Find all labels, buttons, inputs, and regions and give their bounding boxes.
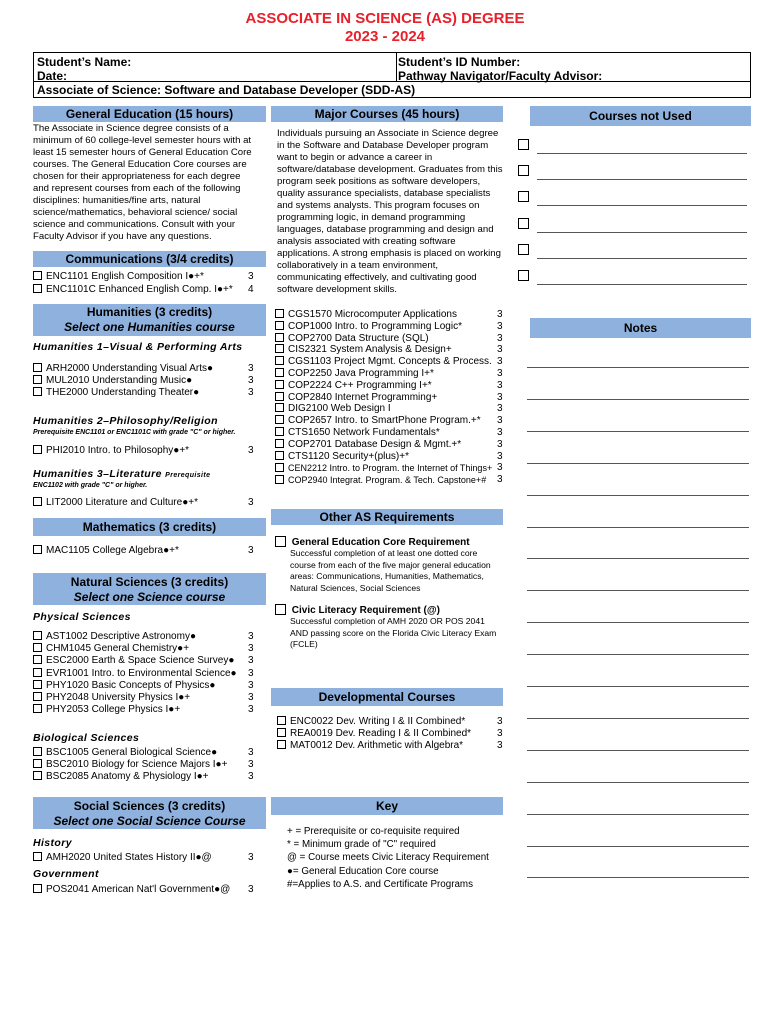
humanities-header bbox=[33, 304, 266, 336]
course-name: COP2224 C++ Programming I+* bbox=[288, 379, 432, 391]
course-name: CIS2321 System Analysis & Design+ bbox=[288, 344, 452, 356]
course-credits: 3 bbox=[497, 474, 503, 486]
course-row bbox=[33, 631, 196, 643]
course-checkbox[interactable] bbox=[33, 284, 42, 293]
humanities-1-heading: Humanities 1–Visual & Performing Arts bbox=[33, 341, 243, 353]
course-checkbox[interactable] bbox=[33, 668, 42, 677]
unused-course-line[interactable] bbox=[537, 179, 747, 180]
course-name: ARH2000 Understanding Visual Arts● bbox=[46, 363, 214, 374]
course-name: AST1002 Descriptive Astronomy● bbox=[46, 631, 196, 642]
notes-line[interactable] bbox=[527, 877, 749, 878]
unused-course-line[interactable] bbox=[537, 284, 747, 285]
humanities-2-prereq: Prerequisite ENC1101 or ENC1101C with grade "C" or higher. bbox=[33, 429, 236, 436]
course-credits: 3 bbox=[248, 679, 254, 691]
course-checkbox[interactable] bbox=[275, 427, 284, 436]
course-checkbox[interactable] bbox=[275, 475, 284, 484]
course-credits: 3 bbox=[497, 379, 503, 391]
course-row bbox=[275, 356, 492, 368]
course-name: PHY2053 College Physics I●+ bbox=[46, 704, 181, 716]
unused-course-checkbox[interactable] bbox=[518, 218, 529, 229]
key-item: + = Prerequisite or co-requisite required bbox=[287, 826, 460, 837]
notes-line[interactable] bbox=[527, 782, 749, 783]
course-name: EVR1001 Intro. to Environmental Science● bbox=[46, 667, 237, 679]
notes-header: Notes bbox=[530, 318, 751, 338]
document-year: 2023 - 2024 bbox=[344, 28, 426, 45]
course-name: PHI2010 Intro. to Philosophy●+* bbox=[46, 445, 190, 456]
course-row bbox=[33, 771, 209, 783]
course-row bbox=[33, 655, 234, 667]
course-name: CTS1120 Security+(plus)+* bbox=[288, 450, 409, 462]
civic-literacy-checkbox[interactable] bbox=[275, 604, 286, 615]
course-checkbox[interactable] bbox=[33, 747, 42, 756]
course-name: COP2657 Intro. to SmartPhone Program.+* bbox=[288, 415, 481, 427]
course-row bbox=[275, 439, 461, 451]
social-sciences-subtitle: Select one Social Science Course bbox=[53, 814, 246, 828]
course-checkbox[interactable] bbox=[275, 392, 284, 401]
course-credits: 3 bbox=[248, 545, 254, 556]
unused-course-line[interactable] bbox=[537, 232, 747, 233]
course-checkbox[interactable] bbox=[275, 321, 284, 330]
course-name: THE2000 Understanding Theater● bbox=[46, 387, 200, 398]
mathematics-header: Mathematics (3 credits) bbox=[33, 518, 266, 536]
unused-course-line[interactable] bbox=[537, 153, 747, 154]
course-row bbox=[33, 692, 190, 704]
course-row bbox=[275, 415, 481, 427]
course-name: MAC1105 College Algebra●+* bbox=[46, 545, 179, 556]
humanities-subtitle: Select one Humanities course bbox=[64, 320, 235, 334]
key-item: @ = Course meets Civic Literacy Requirement bbox=[287, 852, 489, 864]
course-name: CGS1570 Microcomputer Applications bbox=[288, 309, 457, 320]
course-row bbox=[33, 747, 217, 759]
notes-line[interactable] bbox=[527, 622, 749, 623]
natural-sciences-subtitle: Select one Science course bbox=[73, 590, 226, 604]
gen-ed-core-checkbox[interactable] bbox=[275, 536, 286, 547]
biological-sciences-heading: Biological Sciences bbox=[33, 732, 140, 744]
course-name: AMH2020 United States History II●@ bbox=[46, 852, 212, 863]
course-name: CHM1045 General Chemistry●+ bbox=[46, 643, 190, 655]
course-credits: 3 bbox=[497, 356, 503, 368]
unused-course-line[interactable] bbox=[537, 258, 747, 259]
course-checkbox[interactable] bbox=[33, 771, 42, 780]
notes-line[interactable] bbox=[527, 399, 749, 400]
course-checkbox[interactable] bbox=[275, 333, 284, 342]
notes-line[interactable] bbox=[527, 654, 749, 655]
course-credits: 3 bbox=[497, 368, 503, 379]
course-checkbox[interactable] bbox=[33, 271, 42, 280]
course-name: LIT2000 Literature and Culture●+* bbox=[46, 497, 198, 508]
key-item: #=Applies to A.S. and Certificate Programs bbox=[287, 878, 473, 890]
course-name: COP2250 Java Programming I+* bbox=[288, 368, 434, 379]
course-row bbox=[277, 740, 463, 752]
course-checkbox[interactable] bbox=[33, 655, 42, 664]
course-name: PHY2048 University Physics I●+ bbox=[46, 692, 191, 703]
social-sciences-title: Social Sciences (3 credits) bbox=[73, 799, 226, 813]
course-checkbox[interactable] bbox=[277, 716, 286, 725]
course-row bbox=[33, 759, 227, 771]
course-checkbox[interactable] bbox=[275, 463, 284, 472]
course-credits: 3 bbox=[248, 884, 254, 895]
course-checkbox[interactable] bbox=[277, 728, 286, 737]
course-checkbox[interactable] bbox=[275, 344, 284, 353]
government-heading: Government bbox=[33, 868, 99, 880]
unused-course-checkbox[interactable] bbox=[518, 244, 529, 255]
course-checkbox[interactable] bbox=[275, 356, 284, 365]
humanities-title: Humanities (3 credits) bbox=[86, 305, 213, 319]
course-checkbox[interactable] bbox=[33, 704, 42, 713]
course-row bbox=[275, 309, 457, 321]
course-credits: 3 bbox=[248, 759, 254, 771]
course-credits: 3 bbox=[248, 497, 254, 508]
course-name: CTS1650 Network Fundamentals* bbox=[288, 427, 440, 438]
student-name-label[interactable]: Student’s Name: bbox=[37, 55, 132, 69]
course-checkbox[interactable] bbox=[33, 375, 42, 384]
course-name: COP2940 Integrat. Program. & Tech. Capstone+# bbox=[288, 475, 487, 486]
course-credits: 3 bbox=[248, 771, 254, 783]
course-name: COP2701 Database Design & Mgmt.+* bbox=[288, 438, 462, 450]
course-name: COP2700 Data Structure (SQL) bbox=[288, 332, 429, 344]
course-checkbox[interactable] bbox=[33, 631, 42, 640]
civic-literacy-title: Civic Literacy Requirement (@) bbox=[291, 605, 440, 616]
gen-ed-core-requirement bbox=[275, 536, 470, 548]
humanities-3-title: Humanities 3–Literature bbox=[33, 468, 162, 480]
gen-ed-description: The Associate in Science degree consists of a minimum of 60 college-level semester hours with at least 15 semester hours of General Education Core courses. The General Education Core courses are chosen for their appropriateness for each degree and represent courses from each of the following disciplines: humanities/fine arts, natural science/mathematics, behavioral science/ social science and communications. Consult with your Faculty Advisor if you have any questions. bbox=[33, 123, 252, 242]
course-name: PHY1020 Basic Concepts of Physics● bbox=[46, 679, 216, 691]
course-checkbox[interactable] bbox=[33, 884, 42, 893]
course-credits: 3 bbox=[248, 704, 254, 716]
course-row bbox=[33, 445, 189, 457]
course-credits: 3 bbox=[248, 655, 254, 667]
course-name: ENC1101C Enhanced English Comp. I●+* bbox=[46, 284, 233, 295]
course-row bbox=[275, 474, 486, 486]
course-row bbox=[33, 884, 230, 896]
course-credits: 3 bbox=[497, 309, 503, 320]
course-checkbox[interactable] bbox=[275, 309, 284, 318]
course-row bbox=[275, 403, 391, 415]
natural-sciences-title: Natural Sciences (3 credits) bbox=[70, 575, 229, 589]
course-credits: 3 bbox=[497, 438, 503, 450]
course-name: ENC1101 English Composition I●+* bbox=[46, 271, 204, 282]
course-credits: 3 bbox=[248, 387, 254, 398]
unused-course-line[interactable] bbox=[537, 205, 747, 206]
course-checkbox[interactable] bbox=[275, 368, 284, 377]
course-name: DIG2100 Web Design I bbox=[288, 403, 391, 415]
key-item: * = Minimum grade of "C" required bbox=[287, 839, 436, 851]
course-name: POS2041 American Nat'l Government●@ bbox=[46, 884, 231, 895]
course-name: COP2840 Internet Programming+ bbox=[288, 391, 438, 403]
course-credits: 3 bbox=[497, 344, 503, 356]
course-row bbox=[275, 451, 409, 463]
developmental-courses-header: Developmental Courses bbox=[271, 688, 503, 706]
course-checkbox[interactable] bbox=[33, 643, 42, 652]
course-row bbox=[33, 387, 199, 399]
header-hline bbox=[34, 81, 750, 82]
course-name: ESC2000 Earth & Space Science Survey● bbox=[46, 655, 235, 667]
advisor-label[interactable]: Pathway Navigator/Faculty Advisor: bbox=[398, 69, 603, 83]
other-requirements-header: Other AS Requirements bbox=[271, 509, 503, 525]
course-row bbox=[275, 392, 437, 404]
course-checkbox[interactable] bbox=[33, 545, 42, 554]
header-divider bbox=[396, 53, 397, 81]
course-name: MUL2010 Understanding Music● bbox=[46, 375, 193, 386]
natural-sciences-header bbox=[33, 573, 266, 605]
course-name: CEN2212 Intro. to Program. the Internet of Things+ bbox=[288, 463, 493, 474]
course-credits: 3 bbox=[497, 728, 503, 739]
notes-line[interactable] bbox=[527, 590, 749, 591]
notes-line[interactable] bbox=[527, 718, 749, 719]
course-row bbox=[33, 852, 212, 864]
course-name: BSC2085 Anatomy & Physiology I●+ bbox=[46, 771, 209, 783]
document-title: ASSOCIATE IN SCIENCE (AS) DEGREE bbox=[245, 10, 525, 27]
course-checkbox[interactable] bbox=[33, 759, 42, 768]
course-name: REA0019 Dev. Reading I & II Combined* bbox=[290, 728, 472, 739]
unused-course-checkbox[interactable] bbox=[518, 191, 529, 202]
course-checkbox[interactable] bbox=[33, 852, 42, 861]
course-credits: 3 bbox=[497, 462, 503, 474]
course-credits: 3 bbox=[497, 427, 503, 438]
notes-line[interactable] bbox=[527, 463, 749, 464]
course-row bbox=[33, 680, 215, 692]
course-credits: 3 bbox=[248, 667, 254, 679]
course-checkbox[interactable] bbox=[275, 380, 284, 389]
social-sciences-header bbox=[33, 797, 266, 829]
course-row bbox=[33, 704, 180, 716]
course-row bbox=[33, 284, 233, 296]
course-row bbox=[275, 321, 462, 333]
course-credits: 3 bbox=[248, 643, 254, 655]
physical-sciences-heading: Physical Sciences bbox=[33, 611, 131, 623]
courses-not-used-header: Courses not Used bbox=[530, 106, 751, 126]
date-label[interactable]: Date: bbox=[37, 69, 68, 83]
course-row bbox=[275, 368, 434, 380]
student-id-label[interactable]: Student’s ID Number: bbox=[398, 55, 521, 69]
civic-literacy-requirement bbox=[275, 604, 440, 616]
course-row bbox=[277, 716, 465, 728]
notes-line[interactable] bbox=[527, 750, 749, 751]
civic-literacy-text: Successful completion of AMH 2020 OR POS 2041 AND passing score on the Florida Civic Literacy Exam (FCLE) bbox=[290, 616, 497, 649]
course-name: BSC2010 Biology for Science Majors I●+ bbox=[46, 759, 228, 771]
course-row bbox=[33, 668, 237, 680]
notes-line[interactable] bbox=[527, 686, 749, 687]
humanities-2-heading: Humanities 2–Philosophy/Religion bbox=[33, 415, 218, 427]
humanities-3-heading bbox=[33, 468, 210, 480]
course-credits: 3 bbox=[497, 391, 503, 403]
course-checkbox[interactable] bbox=[275, 451, 284, 460]
notes-line[interactable] bbox=[527, 846, 749, 847]
course-checkbox[interactable] bbox=[33, 497, 42, 506]
major-courses-header: Major Courses (45 hours) bbox=[271, 106, 503, 122]
notes-line[interactable] bbox=[527, 527, 749, 528]
course-credits: 3 bbox=[497, 740, 503, 751]
course-credits: 3 bbox=[248, 631, 254, 642]
course-checkbox[interactable] bbox=[33, 387, 42, 396]
course-row bbox=[277, 728, 471, 740]
course-checkbox[interactable] bbox=[275, 415, 284, 424]
key-item: ●= General Education Core course bbox=[287, 865, 439, 877]
course-row bbox=[33, 643, 189, 655]
course-credits: 3 bbox=[248, 852, 254, 863]
course-row bbox=[275, 380, 432, 392]
course-credits: 3 bbox=[248, 445, 254, 456]
unused-course-checkbox[interactable] bbox=[518, 139, 529, 150]
notes-line[interactable] bbox=[527, 558, 749, 559]
course-credits: 3 bbox=[497, 450, 503, 462]
course-name: ENC0022 Dev. Writing I & II Combined* bbox=[290, 716, 466, 727]
course-credits: 3 bbox=[497, 320, 503, 332]
course-row bbox=[33, 271, 204, 283]
communications-header: Communications (3/4 credits) bbox=[33, 251, 266, 267]
course-row bbox=[275, 344, 452, 356]
unused-course-checkbox[interactable] bbox=[518, 165, 529, 176]
course-checkbox[interactable] bbox=[275, 439, 284, 448]
course-row bbox=[275, 333, 429, 345]
course-credits: 3 bbox=[248, 375, 254, 386]
key-header: Key bbox=[271, 797, 503, 815]
course-row bbox=[275, 427, 440, 439]
course-credits: 3 bbox=[248, 692, 254, 703]
notes-line[interactable] bbox=[527, 431, 749, 432]
major-description: Individuals pursuing an Associate in Science degree in the Software and Database Developer program want to begin or advance a career in software/database development. Graduates from this program seek positions as software developers, quality assurance specialists, database specialists and systems analysts. This program focuses on programming logic, in demand programming languages, database programming and design and analysis associated with creating software applications. A strong emphasis is placed on working collaboratively in a team environment, communicating effectively, and cultivating good software development skills. bbox=[277, 128, 503, 295]
course-name: MAT0012 Dev. Arithmetic with Algebra* bbox=[290, 740, 464, 751]
course-row bbox=[275, 462, 492, 474]
humanities-3-prereq-a: Prerequisite bbox=[165, 472, 211, 479]
gen-ed-core-title: General Education Core Requirement bbox=[291, 537, 470, 548]
course-row bbox=[33, 363, 213, 375]
course-credits: 3 bbox=[497, 415, 503, 427]
course-name: BSC1005 General Biological Science● bbox=[46, 747, 218, 758]
course-checkbox[interactable] bbox=[33, 692, 42, 701]
course-credits: 3 bbox=[497, 403, 503, 415]
history-heading: History bbox=[33, 837, 72, 849]
course-checkbox[interactable] bbox=[277, 740, 286, 749]
course-name: COP1000 Intro. to Programming Logic* bbox=[288, 320, 462, 332]
notes-line[interactable] bbox=[527, 495, 749, 496]
gen-ed-header: General Education (15 hours) bbox=[33, 106, 266, 122]
notes-line[interactable] bbox=[527, 367, 749, 368]
course-checkbox[interactable] bbox=[275, 403, 284, 412]
unused-course-checkbox[interactable] bbox=[518, 270, 529, 281]
course-credits: 3 bbox=[248, 363, 254, 374]
program-label: Associate of Science: Software and Database Developer (SDD-AS) bbox=[37, 83, 416, 97]
course-credits: 3 bbox=[248, 271, 254, 282]
course-checkbox[interactable] bbox=[33, 445, 42, 454]
course-row bbox=[33, 497, 198, 509]
course-name: CGS1103 Project Mgmt. Concepts & Process. bbox=[288, 356, 492, 368]
humanities-3-prereq-b: ENC1102 with grade "C" or higher. bbox=[33, 482, 148, 489]
course-credits: 3 bbox=[248, 747, 254, 758]
student-info-box bbox=[33, 52, 751, 98]
notes-line[interactable] bbox=[527, 814, 749, 815]
course-row bbox=[33, 375, 192, 387]
gen-ed-core-text: Successful completion of at least one dotted core course from each of the five major general education areas: Communications, Humanities, Mathematics, Natural Sciences, Social Sciences bbox=[290, 548, 491, 593]
course-row bbox=[33, 545, 179, 557]
course-credits: 3 bbox=[497, 716, 503, 727]
course-credits: 4 bbox=[248, 284, 254, 295]
course-credits: 3 bbox=[497, 332, 503, 344]
course-checkbox[interactable] bbox=[33, 363, 42, 372]
course-checkbox[interactable] bbox=[33, 680, 42, 689]
